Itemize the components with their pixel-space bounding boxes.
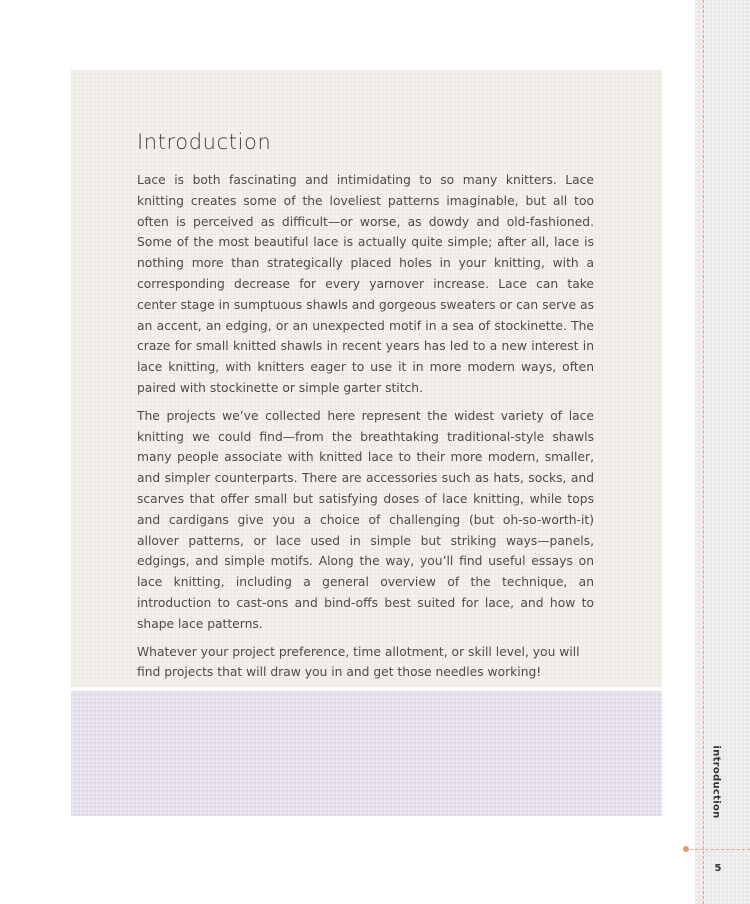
paragraph-3: Whatever your project preference, time allotment, or skill level, you will find projects that will draw you in and get those needles working! (137, 644, 580, 680)
paragraph-1: Lace is both fascinating and intimidating to so many knitters. Lace knitting creates some of the loveliest patterns imaginable, but all too often is perceived as difficult—or worse, as dowdy and old-fashioned. Some of the most beautiful lace is actually quite simple; after all, lace is nothing more than strategically placed holes in your knitting, with a corresponding decrease for every yarnover increase. Lace can take center stage in sumptuous shawls and gorgeous sweaters or can serve as an accent, an edging, or an unexpected motif in a sea of stockinette. The craze for small knitted shawls in recent years has led to a new interest in lace knitting, with knitters eager to use it in more modern ways, often paired with stockinette or simple garter stitch. (137, 173, 594, 395)
vertical-dashed-line (703, 0, 704, 904)
page-title: Introduction (137, 130, 272, 154)
body-text (137, 170, 594, 690)
horizontal-dashed-line (690, 849, 750, 850)
page-number: 5 (714, 863, 722, 874)
lavender-panel (71, 691, 662, 816)
running-head: introduction (710, 745, 722, 819)
paragraph-2: The projects we’ve collected here represent the widest variety of lace knitting we could find—from the breathtaking traditional-style shawls many people associate with knitted lace to their more modern, smaller, and simpler counterparts. There are accessories such as hats, socks, and scarves that offer small but satisfying doses of lace knitting, while tops and cardigans give you a choice of challenging (but oh-so-worth-it) allover patterns, or lace used in simple but striking ways—panels, edgings, and simple motifs. Along the way, you’ll find useful essays on lace knitting, including a general overview of the technique, an introduction to cast-ons and bind-offs best suited for lace, and how to shape lace patterns. (137, 408, 594, 631)
marker-dot-icon (683, 846, 689, 852)
